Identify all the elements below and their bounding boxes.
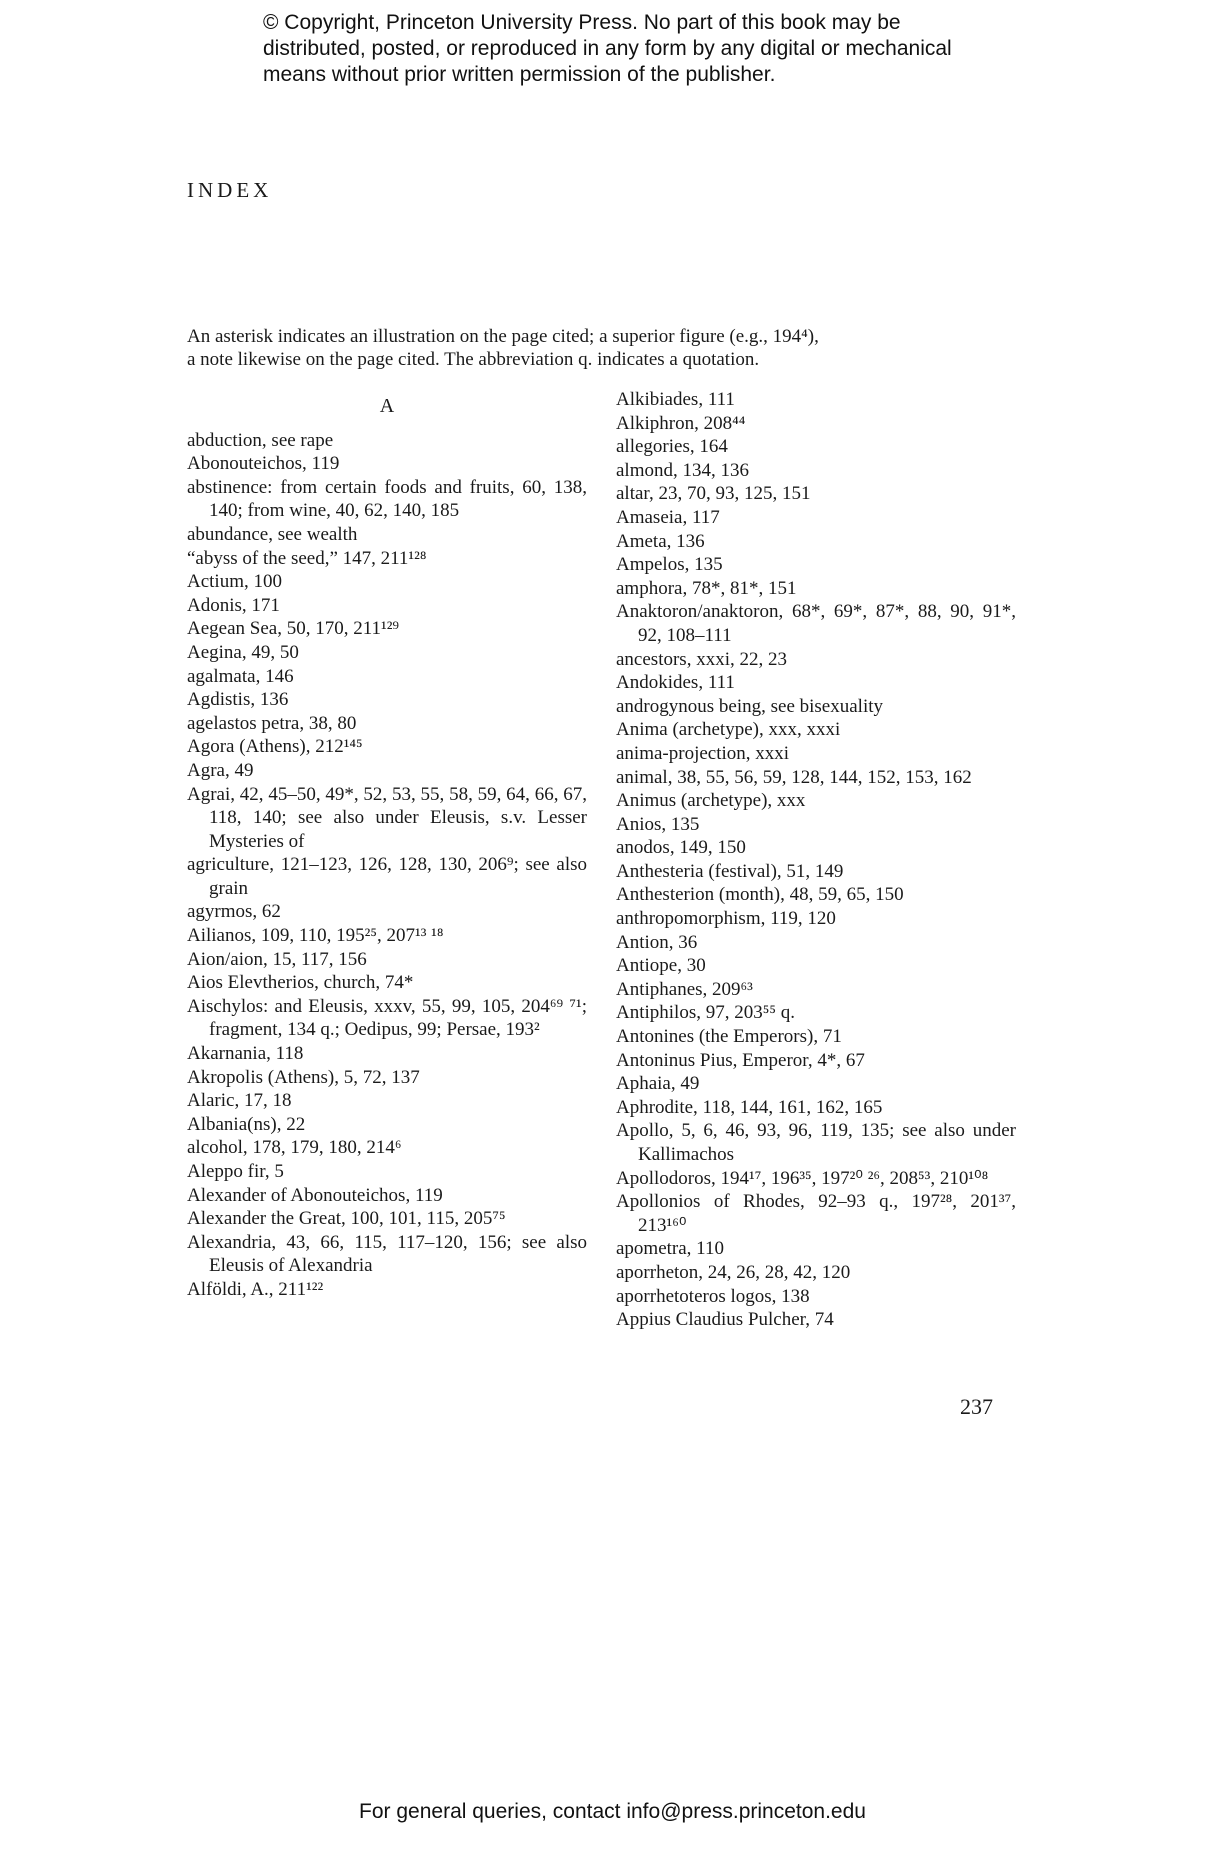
index-entry: Appius Claudius Pulcher, 74 <box>616 1309 834 1331</box>
index-column-left <box>187 395 587 1302</box>
page-number: 237 <box>960 1394 993 1419</box>
index-entry: Andokides, 111 <box>616 672 735 694</box>
index-entry: allegories, 164 <box>616 436 728 458</box>
index-entry: Agdistis, 136 <box>187 689 289 711</box>
index-entry: Aphrodite, 118, 144, 161, 162, 165 <box>616 1096 883 1118</box>
index-entry: agalmata, 146 <box>187 665 294 687</box>
index-entry: Antion, 36 <box>616 931 698 953</box>
index-entry: “abyss of the seed,” 147, 211¹²⁸ <box>187 547 427 569</box>
index-entry: aporrhetoteros logos, 138 <box>616 1285 810 1307</box>
index-entry: agyrmos, 62 <box>187 901 281 923</box>
index-entry: Aegean Sea, 50, 170, 211¹²⁹ <box>187 618 400 640</box>
index-entry: Alexander of Abonouteichos, 119 <box>187 1184 443 1206</box>
index-entry: Abonouteichos, 119 <box>187 453 340 475</box>
index-entry: anodos, 149, 150 <box>616 837 746 859</box>
index-entry: Aios Elevtherios, church, 74* <box>187 972 414 994</box>
index-intro <box>187 325 1037 371</box>
index-entry: apometra, 110 <box>616 1238 724 1260</box>
intro-line: An asterisk indicates an illustration on the page cited; a superior figure (e.g., 194⁴), <box>187 326 819 347</box>
index-entry: Antonines (the Emperors), 71 <box>616 1026 842 1048</box>
index-entry: Albania(ns), 22 <box>187 1113 306 1135</box>
index-entry: anthropomorphism, 119, 120 <box>616 908 836 930</box>
copyright-line: distributed, posted, or reproduced in any form by any digital or mechanical <box>263 37 952 60</box>
index-entry: Agra, 49 <box>187 759 254 781</box>
index-entry: abstinence: from certain foods and fruits, 60, 138, 140; from wine, 40, 62, 140, 185 <box>187 476 587 522</box>
index-entry: Aion/aion, 15, 117, 156 <box>187 948 367 970</box>
index-entry: Aegina, 49, 50 <box>187 641 299 663</box>
index-entry: Apollodoros, 194¹⁷, 196³⁵, 197²⁰ ²⁶, 208⁵³, 210¹⁰⁸ <box>616 1167 989 1189</box>
index-entry: Antoninus Pius, Emperor, 4*, 67 <box>616 1049 865 1071</box>
index-entry: Aischylos: and Eleusis, xxxv, 55, 99, 105, 204⁶⁹ ⁷¹; fragment, 134 q.; Oedipus, 99; Persae, 193² <box>187 995 587 1041</box>
index-entry: Antiope, 30 <box>616 955 706 977</box>
index-entry: anima-projection, xxxi <box>616 742 790 764</box>
index-entry: abduction, see rape <box>187 429 334 451</box>
index-entry: Alaric, 17, 18 <box>187 1090 292 1112</box>
index-entry: Antiphanes, 209⁶³ <box>616 978 753 1000</box>
letter-heading: A <box>379 395 395 417</box>
index-entry: Aleppo fir, 5 <box>187 1161 284 1182</box>
index-entry: Ampelos, 135 <box>616 554 723 576</box>
index-entry: aporrheton, 24, 26, 28, 42, 120 <box>616 1261 851 1283</box>
intro-line: a note likewise on the page cited. The abbreviation q. indicates a quotation. <box>187 349 760 370</box>
index-entry: Anios, 135 <box>616 813 700 835</box>
index-column-right <box>616 388 1016 1332</box>
index-entry: Adonis, 171 <box>187 594 280 616</box>
index-entry: Alkiphron, 208⁴⁴ <box>616 412 746 434</box>
copyright-line: © Copyright, Princeton University Press. No part of this book may be <box>263 11 901 34</box>
index-entry: Akarnania, 118 <box>187 1043 304 1065</box>
page-title: INDEX <box>187 178 273 202</box>
footer-contact: For general queries, contact info@press.princeton.edu <box>359 1800 866 1823</box>
index-entry: androgynous being, see bisexuality <box>616 695 884 717</box>
index-entry: Agrai, 42, 45–50, 49*, 52, 53, 55, 58, 59, 64, 66, 67, 118, 140; see also under Eleusis, s.v. Lesser Mysteries of <box>187 783 587 852</box>
index-entry: Apollonios of Rhodes, 92–93 q., 197²⁸, 201³⁷, 213¹⁶⁰ <box>616 1191 1016 1236</box>
index-entry: agelastos petra, 38, 80 <box>187 712 357 734</box>
index-entry: altar, 23, 70, 93, 125, 151 <box>616 483 811 505</box>
index-entry: Apollo, 5, 6, 46, 93, 96, 119, 135; see also under Kallimachos <box>616 1120 1016 1165</box>
index-entry: Anima (archetype), xxx, xxxi <box>616 719 841 741</box>
index-entry: Animus (archetype), xxx <box>616 790 806 812</box>
index-entry: agriculture, 121–123, 126, 128, 130, 206⁹; see also grain <box>187 854 587 899</box>
index-entry: Ailianos, 109, 110, 195²⁵, 207¹³ ¹⁸ <box>187 925 444 947</box>
index-entry: Anthesterion (month), 48, 59, 65, 150 <box>616 884 904 906</box>
copyright-notice <box>263 10 1023 88</box>
index-entry: ancestors, xxxi, 22, 23 <box>616 648 787 670</box>
index-entry: Alföldi, A., 211¹²² <box>187 1278 324 1300</box>
index-entry: Alexandria, 43, 66, 115, 117–120, 156; see also Eleusis of Alexandria <box>187 1231 587 1277</box>
index-entry: Amaseia, 117 <box>616 506 720 528</box>
index-entry: almond, 134, 136 <box>616 459 749 481</box>
index-entry: alcohol, 178, 179, 180, 214⁶ <box>187 1137 402 1159</box>
index-entry: amphora, 78*, 81*, 151 <box>616 577 797 599</box>
index-entry: Alkibiades, 111 <box>616 389 735 410</box>
index-entry: Ameta, 136 <box>616 530 705 552</box>
index-entry: Anthesteria (festival), 51, 149 <box>616 860 844 882</box>
index-entry: Aphaia, 49 <box>616 1073 700 1095</box>
index-entry: animal, 38, 55, 56, 59, 128, 144, 152, 153, 162 <box>616 766 972 788</box>
index-entry: Anaktoron/anaktoron, 68*, 69*, 87*, 88, 90, 91*, 92, 108–111 <box>616 601 1016 646</box>
copyright-line: means without prior written permission of the publisher. <box>263 63 776 86</box>
index-entry: Actium, 100 <box>187 571 282 593</box>
index-entry: Akropolis (Athens), 5, 72, 137 <box>187 1066 420 1088</box>
index-entry: Antiphilos, 97, 203⁵⁵ q. <box>616 1002 795 1024</box>
index-entry: Agora (Athens), 212¹⁴⁵ <box>187 736 363 758</box>
index-entry: abundance, see wealth <box>187 523 358 545</box>
index-entry: Alexander the Great, 100, 101, 115, 205⁷⁵ <box>187 1208 506 1230</box>
